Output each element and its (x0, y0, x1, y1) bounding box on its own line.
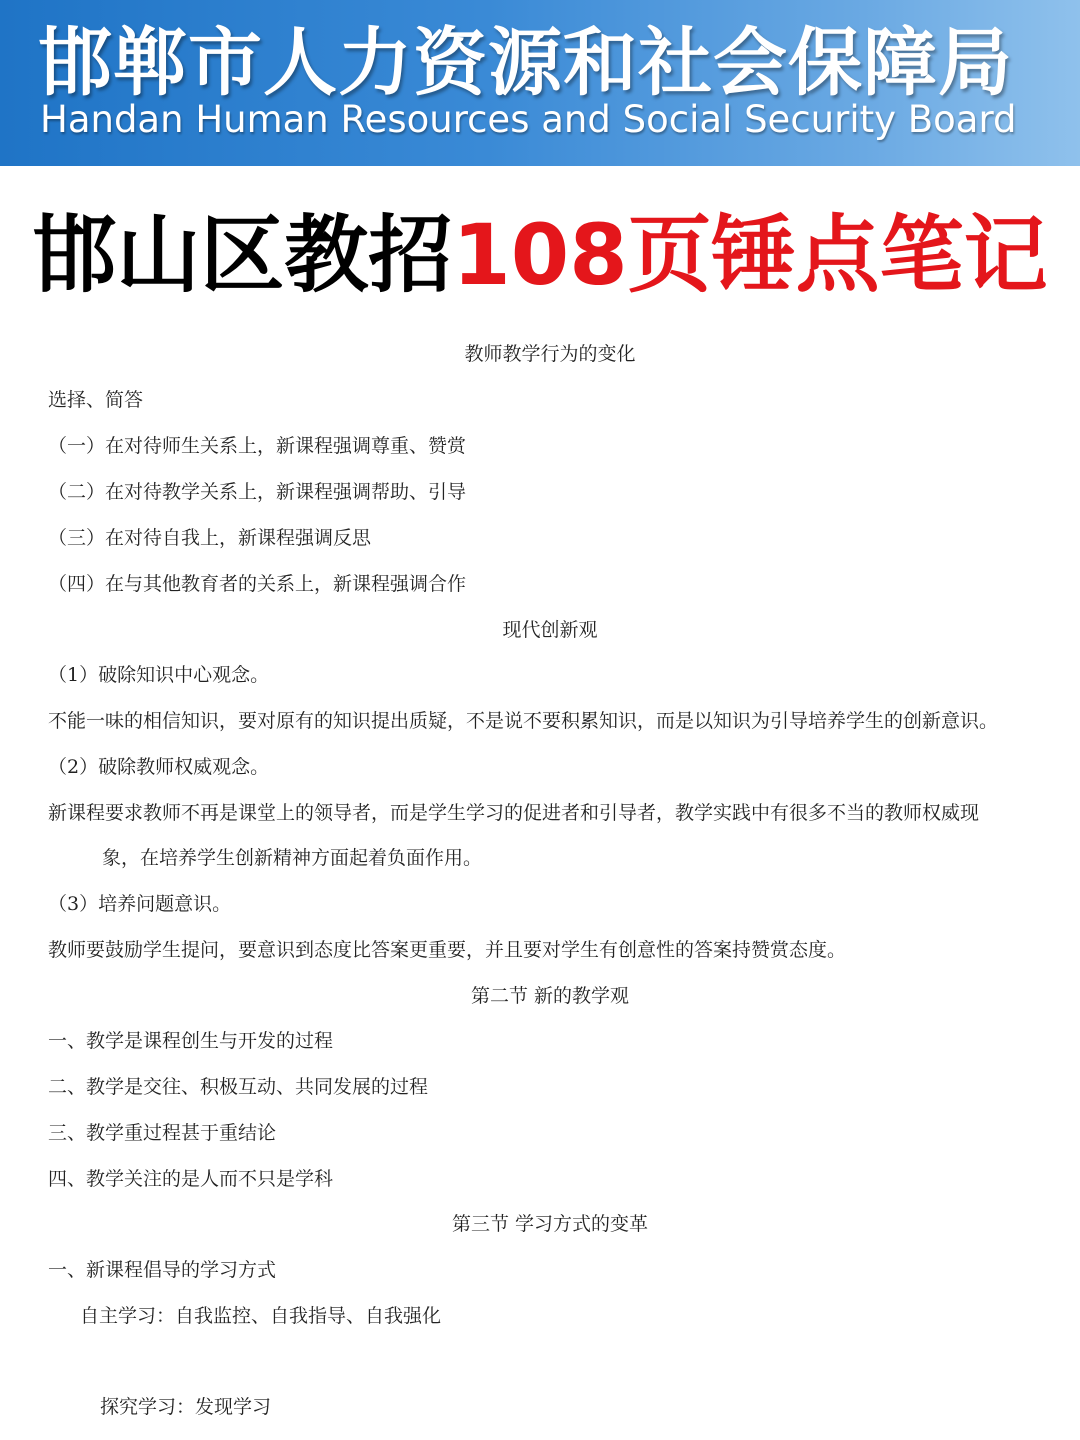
section-heading-teaching-view: 第二节 新的教学观 (470, 985, 630, 1007)
list-item: （一）在对待师生关系上，新课程强调尊重、赞赏 (48, 435, 467, 457)
list-item: （三）在对待自我上，新课程强调反思 (48, 527, 372, 549)
list-item: 一、教学是课程创生与开发的过程 (48, 1030, 334, 1052)
list-item: 二、教学是交往、积极互动、共同发展的过程 (48, 1076, 429, 1098)
section-heading-innovation: 现代创新观 (502, 619, 598, 641)
list-item: （二）在对待教学关系上，新课程强调帮助、引导 (48, 481, 467, 503)
list-item: 一、新课程倡导的学习方式 (48, 1259, 277, 1281)
list-item: （3）培养问题意识。 (48, 893, 232, 915)
paragraph: 教师要鼓励学生提问，要意识到态度比答案更重要，并且要对学生有创意性的答案持赞赏态度。 (48, 939, 847, 961)
list-item: 自主学习：自我监控、自我指导、自我强化 (80, 1305, 442, 1327)
list-item: 探究学习：发现学习 (100, 1396, 272, 1418)
list-item: （四）在与其他教育者的关系上，新课程强调合作 (48, 573, 467, 595)
list-item: （1）破除知识中心观念。 (48, 664, 270, 686)
list-item: （2）破除教师权威观念。 (48, 756, 270, 778)
headline-red-part: 108页锤点笔记 (452, 206, 1048, 304)
banner-title-cn: 邯郸市人力资源和社会保障局 (38, 20, 1013, 106)
list-item: 四、教学关注的是人而不只是学科 (48, 1168, 334, 1190)
page-headline (0, 205, 1080, 305)
headline-black-part: 邯山区教招 (32, 206, 453, 304)
section-heading-learning-style: 第三节 学习方式的变革 (451, 1213, 649, 1235)
paragraph: 新课程要求教师不再是课堂上的领导者，而是学生学习的促进者和引导者，教学实践中有很多不当的教师权威现 (48, 802, 980, 824)
banner-title-en: Handan Human Resources and Social Security Board (40, 98, 1017, 141)
list-item: 三、教学重过程甚于重结论 (48, 1122, 277, 1144)
section-heading-teacher-behavior: 教师教学行为的变化 (464, 343, 636, 365)
header-banner (0, 0, 1080, 166)
paragraph: 不能一味的相信知识，要对原有的知识提出质疑，不是说不要积累知识，而是以知识为引导培养学生的创新意识。 (48, 710, 999, 732)
question-type-note: 选择、简答 (48, 389, 144, 411)
paragraph-continuation: 象，在培养学生创新精神方面起着负面作用。 (102, 847, 483, 869)
